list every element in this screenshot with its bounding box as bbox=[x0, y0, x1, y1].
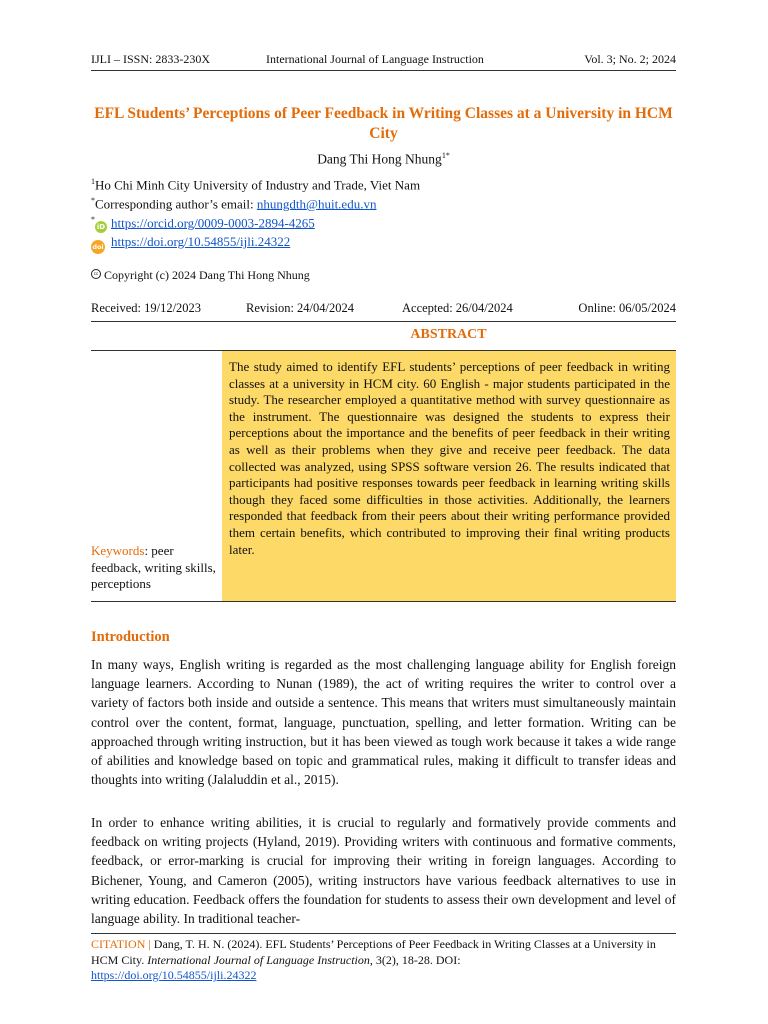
doi-icon: doi bbox=[91, 240, 105, 254]
keywords-label: Keywords bbox=[91, 543, 145, 558]
online-date: Online: 06/05/2024 bbox=[578, 301, 676, 315]
doi-link[interactable]: https://doi.org/10.54855/ijli.24322 bbox=[111, 234, 291, 249]
received-date: Received: 19/12/2023 bbox=[91, 301, 202, 315]
citation-footer bbox=[91, 937, 676, 984]
citation-separator: | bbox=[145, 937, 154, 951]
corresponding-superscript: * bbox=[91, 196, 95, 205]
introduction-paragraph-2: In order to enhance writing abilities, it is crucial to regularly and formatively provide comments and feedback on writing projects (Hyland, 2019). Providing writers with continuous and formative comments, feedback, or error-marking is crucial for improving their writing in foreign languages. According to Bichener, Young, and Cameron (2005), writing instructors have various feedback alternatives to use in writing education. Feedback offers the foundation for students to assess their own development and level of language ability. In traditional teacher- bbox=[91, 815, 676, 927]
author-name: Dang Thi Hong Nhung bbox=[317, 151, 442, 167]
author-line bbox=[91, 151, 676, 168]
citation-label: CITATION bbox=[91, 937, 146, 951]
affiliation-text: Ho Chi Minh City University of Industry and Trade, Viet Nam bbox=[95, 177, 421, 193]
article-title: EFL Students’ Perceptions of Peer Feedback in Writing Classes at a University in HCM City bbox=[94, 105, 673, 142]
abstract-heading: ABSTRACT bbox=[410, 327, 487, 342]
copyright-line bbox=[91, 268, 310, 283]
author-superscript: 1* bbox=[441, 151, 450, 160]
corresponding-author bbox=[91, 196, 376, 212]
footer-divider bbox=[91, 933, 676, 934]
orcid-line bbox=[91, 215, 315, 233]
section-heading-introduction: Introduction bbox=[91, 629, 170, 645]
citation-doi-link[interactable]: https://doi.org/10.54855/ijli.24322 bbox=[91, 968, 257, 982]
header-divider bbox=[91, 70, 676, 71]
journal-name: International Journal of Language Instruction bbox=[266, 52, 484, 66]
copyright-text: Copyright (c) 2024 Dang Thi Hong Nhung bbox=[104, 268, 310, 282]
dates-divider bbox=[91, 321, 676, 322]
citation-text: Dang, T. H. N. (2024). EFL Students’ Perceptions of Peer Feedback in Writing Classes at a University in HCM City. bbox=[91, 937, 656, 967]
doi-line bbox=[91, 234, 290, 254]
affiliation-superscript: 1 bbox=[91, 177, 95, 186]
creative-commons-icon: cc bbox=[91, 269, 101, 279]
journal-issn: IJLI – ISSN: 2833-230X bbox=[91, 52, 210, 66]
corresponding-label: Corresponding author’s email: bbox=[95, 196, 257, 212]
citation-volume-pages: , 3(2), 18-28. DOI: bbox=[369, 952, 461, 967]
email-link[interactable]: nhungdth@huit.edu.vn bbox=[256, 196, 377, 212]
abstract-text: The study aimed to identify EFL students’ perceptions of peer feedback in writing classes at a university in HCM city. 60 English - major students participated in the study. The researcher employed a quantitative method with survey questionnaire as the instrument. The questionnaire was designed the students to express their perceptions about the importance and the benefits of peer feedback in their writing as well as their problems when they give and receive peer feedback. The data collected was analyzed, using SPSS software version 26. The results indicated that participants had positive responses towards peer feedback in learning writing skills though they faced some difficulties in those activities. Additionally, the learners responded that feedback from their peers about their writing performance provided them certain benefits, which contributed to improving their final writing products later. bbox=[222, 351, 676, 601]
keywords bbox=[91, 543, 217, 593]
revision-date: Revision: 24/04/2024 bbox=[246, 301, 354, 315]
orcid-link[interactable]: https://orcid.org/0009-0003-2894-4265 bbox=[111, 215, 315, 231]
keywords-text: : peer feedback, writing skills, perceptions bbox=[91, 543, 216, 592]
orcid-superscript: * bbox=[91, 215, 95, 224]
abstract-bottom-rule bbox=[91, 601, 676, 602]
introduction-paragraph-1: In many ways, English writing is regarded as the most challenging language ability for English foreign language learners. According to Nunan (1989), the act of writing requires the writer to control over a variety of factors both inside and outside a sentence. This means that writers must simultaneously maintain control over the content, format, language, punctuation, spelling, and letter formation. Writing can be approached through writing instruction, but it has been viewed as tough work because it takes a wide range of abilities and knowledge based on topic and grammatical rules, making it difficult to transfer ideas and thoughts into writing (Jalaluddin et al., 2015). bbox=[91, 657, 676, 788]
volume-issue: Vol. 3; No. 2; 2024 bbox=[584, 52, 676, 66]
citation-journal: International Journal of Language Instruction bbox=[147, 952, 370, 967]
affiliation bbox=[91, 177, 420, 193]
accepted-date: Accepted: 26/04/2024 bbox=[402, 301, 513, 315]
orcid-icon: iD bbox=[96, 223, 106, 232]
